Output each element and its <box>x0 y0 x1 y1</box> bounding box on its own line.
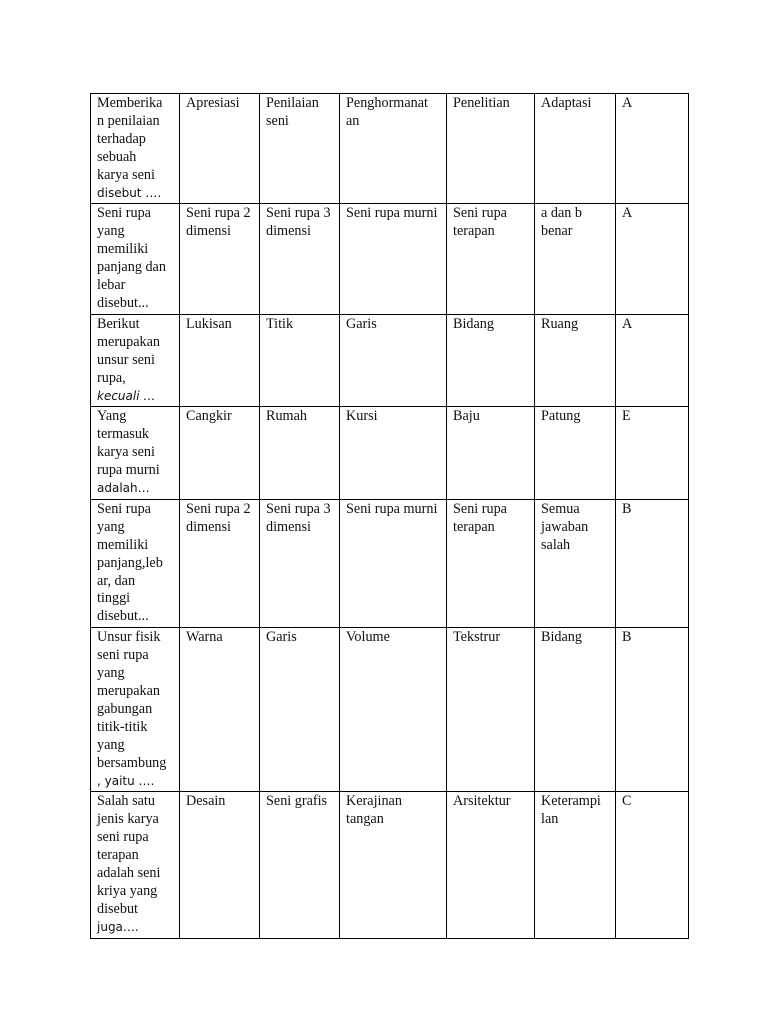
question-row <box>91 314 689 407</box>
question-tail-text: kecuali … <box>97 388 156 403</box>
option-c-cell: Kursi <box>340 407 447 500</box>
question-text: Seni rupa yang memiliki panjang dan lebar disebut... <box>97 205 166 311</box>
question-row <box>91 94 689 204</box>
question-text: Yang termasuk karya seni rupa murni <box>97 408 160 479</box>
answer-key-cell: A <box>616 314 689 407</box>
question-row <box>91 792 689 938</box>
option-d-cell: Arsitektur <box>447 792 535 938</box>
question-tail-text: disebut …. <box>97 185 162 200</box>
question-text: Berikut merupakan unsur seni rupa, <box>97 315 161 386</box>
question-text: Memberika n penilaian terhadap sebuah karya seni <box>97 95 163 183</box>
option-d-cell: Penelitian <box>447 94 535 204</box>
option-c-cell: Garis <box>340 314 447 407</box>
question-text: Seni rupa yang memiliki panjang,leb ar, dan tinggi disebut... <box>97 500 163 625</box>
question-row <box>91 628 689 792</box>
question-text: Salah satu jenis karya seni rupa terapan adalah seni kriya yang disebut <box>97 793 161 917</box>
question-cell <box>91 407 180 500</box>
option-b-cell: Titik <box>260 314 340 407</box>
question-tail-text: , yaitu …. <box>97 773 155 788</box>
option-a-cell: Seni rupa 2 dimensi <box>180 204 260 314</box>
option-e-cell: Semua jawaban salah <box>535 499 616 627</box>
option-c-cell: Seni rupa murni <box>340 499 447 627</box>
question-cell <box>91 628 180 792</box>
option-c-cell: Seni rupa murni <box>340 204 447 314</box>
option-b-cell: Penilaian seni <box>260 94 340 204</box>
option-c-cell: Kerajinan tangan <box>340 792 447 938</box>
question-tail-text: adalah… <box>97 481 150 496</box>
option-e-cell: Keterampi lan <box>535 792 616 938</box>
answer-key-cell: C <box>616 792 689 938</box>
option-e-cell: Adaptasi <box>535 94 616 204</box>
option-a-cell: Desain <box>180 792 260 938</box>
option-c-cell: Volume <box>340 628 447 792</box>
question-cell <box>91 204 180 314</box>
question-cell <box>91 94 180 204</box>
question-cell <box>91 792 180 938</box>
option-b-cell: Seni grafis <box>260 792 340 938</box>
answer-key-cell: B <box>616 499 689 627</box>
option-a-cell: Lukisan <box>180 314 260 407</box>
option-d-cell: Seni rupa terapan <box>447 204 535 314</box>
question-row <box>91 499 689 627</box>
option-d-cell: Seni rupa terapan <box>447 499 535 627</box>
question-cell <box>91 499 180 627</box>
answer-key-cell: A <box>616 94 689 204</box>
answer-key-cell: A <box>616 204 689 314</box>
question-row <box>91 204 689 314</box>
option-d-cell: Tekstrur <box>447 628 535 792</box>
answer-key-cell: E <box>616 407 689 500</box>
option-e-cell: Patung <box>535 407 616 500</box>
option-d-cell: Bidang <box>447 314 535 407</box>
option-b-cell: Seni rupa 3 dimensi <box>260 204 340 314</box>
option-b-cell: Seni rupa 3 dimensi <box>260 499 340 627</box>
option-b-cell: Rumah <box>260 407 340 500</box>
option-a-cell: Seni rupa 2 dimensi <box>180 499 260 627</box>
quiz-table-body <box>91 94 689 939</box>
question-tail-text: juga…. <box>97 919 139 934</box>
question-cell <box>91 314 180 407</box>
option-e-cell: Bidang <box>535 628 616 792</box>
question-row <box>91 407 689 500</box>
quiz-table <box>90 93 689 939</box>
option-b-cell: Garis <box>260 628 340 792</box>
question-text: Unsur fisik seni rupa yang merupakan gabungan titik-titik yang bersambung <box>97 629 167 771</box>
option-c-cell: Penghormanat an <box>340 94 447 204</box>
option-e-cell: a dan b benar <box>535 204 616 314</box>
option-e-cell: Ruang <box>535 314 616 407</box>
option-d-cell: Baju <box>447 407 535 500</box>
option-a-cell: Cangkir <box>180 407 260 500</box>
option-a-cell: Warna <box>180 628 260 792</box>
option-a-cell: Apresiasi <box>180 94 260 204</box>
answer-key-cell: B <box>616 628 689 792</box>
